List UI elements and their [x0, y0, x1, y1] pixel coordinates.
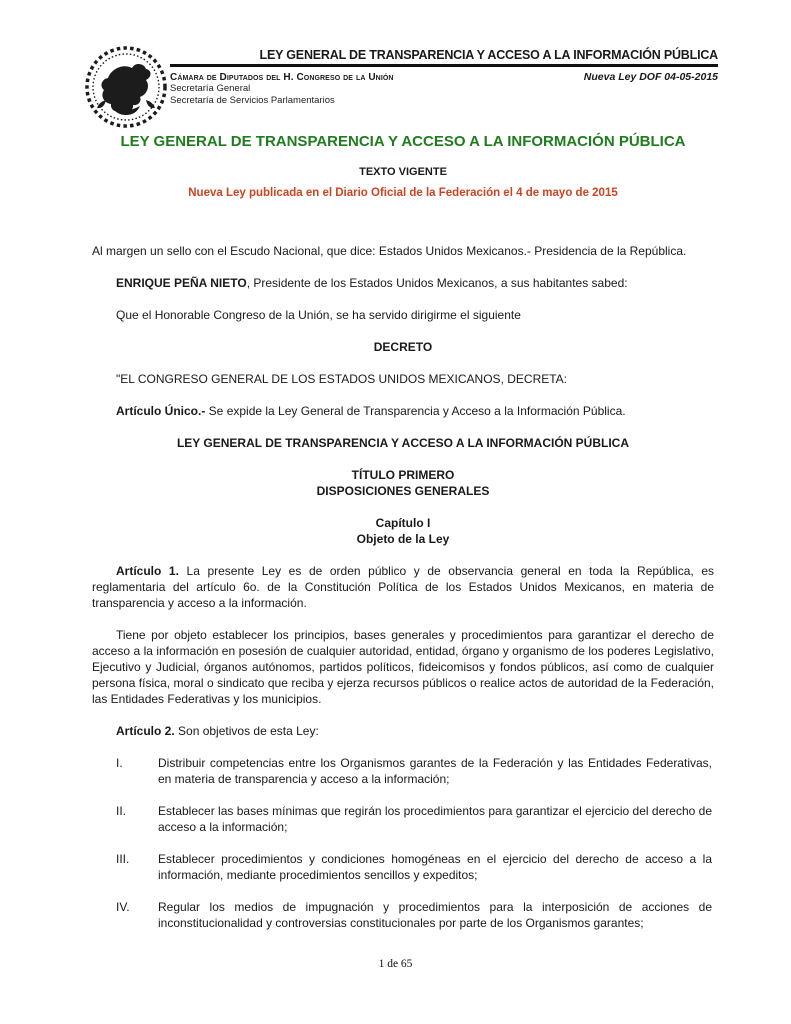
paragraph-text: Al margen un sello con el Escudo Nacional, que dice: Estados Unidos Mexicanos.- Presidencia de la República. — [92, 244, 687, 258]
document-body — [92, 132, 714, 931]
dof-reference: Nueva Ley DOF 04-05-2015 — [583, 71, 718, 83]
page-footer — [0, 958, 791, 970]
paragraph-presidente — [92, 275, 714, 291]
paragraph-objeto — [92, 627, 714, 707]
header-meta-row — [170, 71, 718, 83]
paragraph-al-margen — [92, 243, 714, 259]
heading-decreto — [92, 339, 714, 355]
heading-ley-general — [92, 435, 714, 451]
paragraph-text: , Presidente de los Estados Unidos Mexicanos, a sus habitantes sabed: — [246, 276, 628, 290]
objective-text: Distribuir competencias entre los Organismos garantes de la Federación y las Entidades Federativas, en materia de transparencia y acceso a la información; — [158, 756, 712, 786]
articulo-1-label: Artículo 1. — [116, 564, 179, 578]
texto-vigente-label: TEXTO VIGENTE — [359, 166, 447, 178]
law-main-title: LEY GENERAL DE TRANSPARENCIA Y ACCESO A LA INFORMACIÓN PÚBLICA — [120, 133, 686, 150]
heading-text: LEY GENERAL DE TRANSPARENCIA Y ACCESO A LA INFORMACIÓN PÚBLICA — [176, 436, 630, 450]
objective-text: Regular los medios de impugnación y procedimientos para la interposición de acciones de inconstitucionalidad y controversias constitucionales por parte de los Organismos garantes; — [158, 900, 712, 930]
paragraph-decreta — [92, 371, 714, 387]
objective-numeral: II. — [116, 804, 127, 818]
paragraph-text: "EL CONGRESO GENERAL DE LOS ESTADOS UNIDOS MEXICANOS, DECRETA: — [116, 372, 568, 386]
paragraph-articulo-unico — [92, 403, 714, 419]
objective-numeral: IV. — [116, 900, 130, 914]
paragraph-articulo-2 — [92, 723, 714, 739]
header-law-title: LEY GENERAL DE TRANSPARENCIA Y ACCESO A LA INFORMACIÓN PÚBLICA — [259, 47, 718, 63]
header-text-block — [170, 48, 718, 107]
heading-text: DECRETO — [373, 340, 433, 354]
paragraph-congreso — [92, 307, 714, 323]
paragraph-articulo-1 — [92, 563, 714, 611]
paragraph-text: Tiene por objeto establecer los principios, bases generales y procedimientos para garantizar el derecho de acceso a la información en posesión de cualquier autoridad, entidad, órgano y organismo de los poderes Legislativo, Ejecutivo y Judicial, órganos autónomos, partidos políticos, fideicomisos y fondos públicos, así como de cualquier persona física, moral o sindicato que reciba y ejerza recursos públicos o realice actos de autoridad de la Federación, las Entidades Federativas y los municipios. — [92, 628, 714, 706]
secretaria-servicios-label: Secretaría de Servicios Parlamentarios — [170, 95, 335, 106]
objective-item-1 — [116, 755, 714, 787]
secretaria-general-label: Secretaría General — [170, 83, 251, 94]
paragraph-text: Se expide la Ley General de Transparencia y Acceso a la Información Pública. — [205, 404, 626, 418]
objective-item-4 — [116, 899, 714, 931]
articulo-unico-label: Artículo Único.- — [116, 404, 206, 418]
page-number: 1 de 65 — [378, 958, 413, 970]
objective-text: Establecer las bases mínimas que regirán los procedimientos para garantizar el ejercicio del derecho de acceso a la información; — [158, 804, 712, 834]
heading-titulo-primero — [92, 467, 714, 499]
objective-numeral: I. — [116, 756, 123, 770]
heading-line-2: Objeto de la Ley — [356, 532, 450, 546]
heading-line-1: Capítulo I — [375, 516, 431, 530]
paragraph-text: Son objetivos de esta Ley: — [174, 724, 319, 738]
articulo-2-label: Artículo 2. — [116, 724, 175, 738]
header-rule — [170, 64, 718, 67]
heading-capitulo-i — [92, 515, 714, 547]
objective-text: Establecer procedimientos y condiciones homogéneas en el ejercicio del derecho de acceso a la información, mediante procedimientos sencillos y expeditos; — [158, 852, 712, 882]
presidente-name: ENRIQUE PEÑA NIETO — [116, 276, 247, 290]
mexican-coat-of-arms-icon — [76, 44, 180, 130]
publication-note: Nueva Ley publicada en el Diario Oficial de la Federación el 4 de mayo de 2015 — [188, 187, 618, 199]
objective-numeral: III. — [116, 852, 130, 866]
objective-item-2 — [116, 803, 714, 835]
heading-line-2: DISPOSICIONES GENERALES — [316, 484, 490, 498]
chamber-label: Cámara de Diputados del H. Congreso de la Unión — [170, 72, 394, 83]
heading-line-1: TÍTULO PRIMERO — [351, 468, 455, 482]
paragraph-text: Que el Honorable Congreso de la Unión, se ha servido dirigirme el siguiente — [116, 308, 521, 322]
objective-item-3 — [116, 851, 714, 883]
paragraph-text: La presente Ley es de orden público y de observancia general en toda la República, es reglamentaria del artículo 6o. de la Constitución Política de los Estados Unidos Mexicanos, en materia de transparencia y acceso a la información. — [92, 564, 714, 610]
